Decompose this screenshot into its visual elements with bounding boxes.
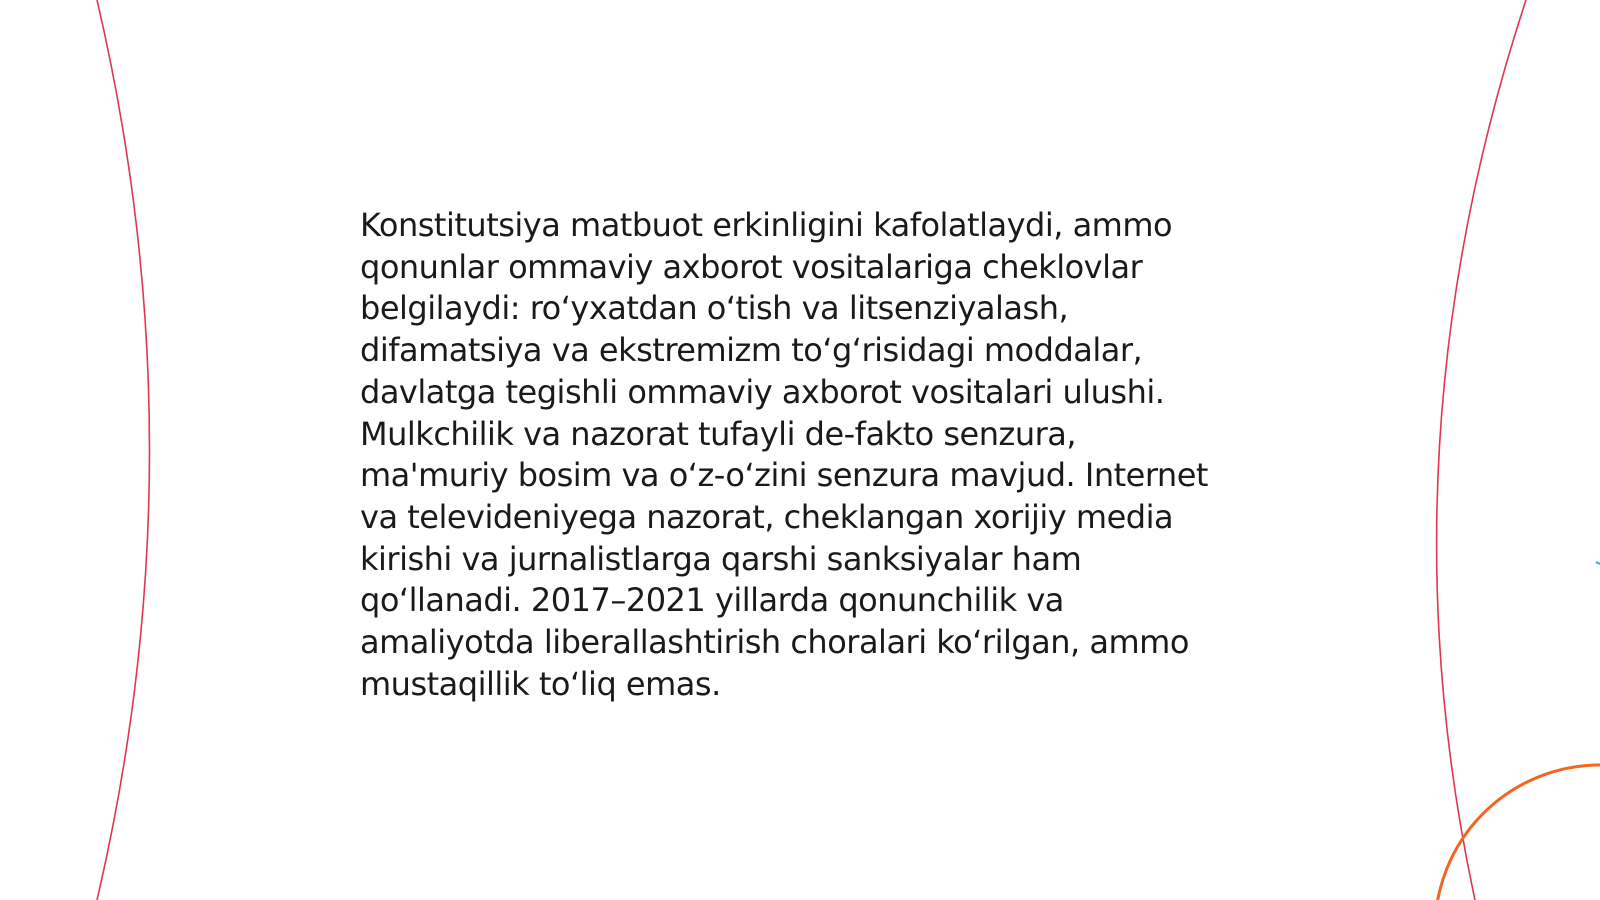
orange-circle-arc — [1435, 765, 1600, 900]
right-curve-line — [1437, 0, 1526, 900]
left-curve-line — [97, 0, 150, 900]
body-text: Konstitutsiya matbuot erkinligini kafolatlaydi, ammo qonunlar ommaviy axborot vositalariga cheklovlar belgilaydi: ro‘yxatdan o‘tish va litsenziyalash, difamatsiya va ekstremizm to‘g‘risidagi moddalar, davlatga tegishli ommaviy axborot vositalari ulushi. Mulkchilik va nazorat tufayli de-fakto senzura, ma'muriy bosim va o‘z-o‘zini senzura mavjud. Internet va televideniyega nazorat, cheklangan xorijiy media kirishi va jurnalistlarga qarshi sanksiyalar ham qo‘llanadi. 2017–2021 yillarda qonunchilik va amaliyotda liberallashtirish choralari ko‘rilgan, ammo mustaqillik to‘liq emas. — [360, 206, 1208, 703]
teal-tick-mark — [1596, 562, 1600, 564]
